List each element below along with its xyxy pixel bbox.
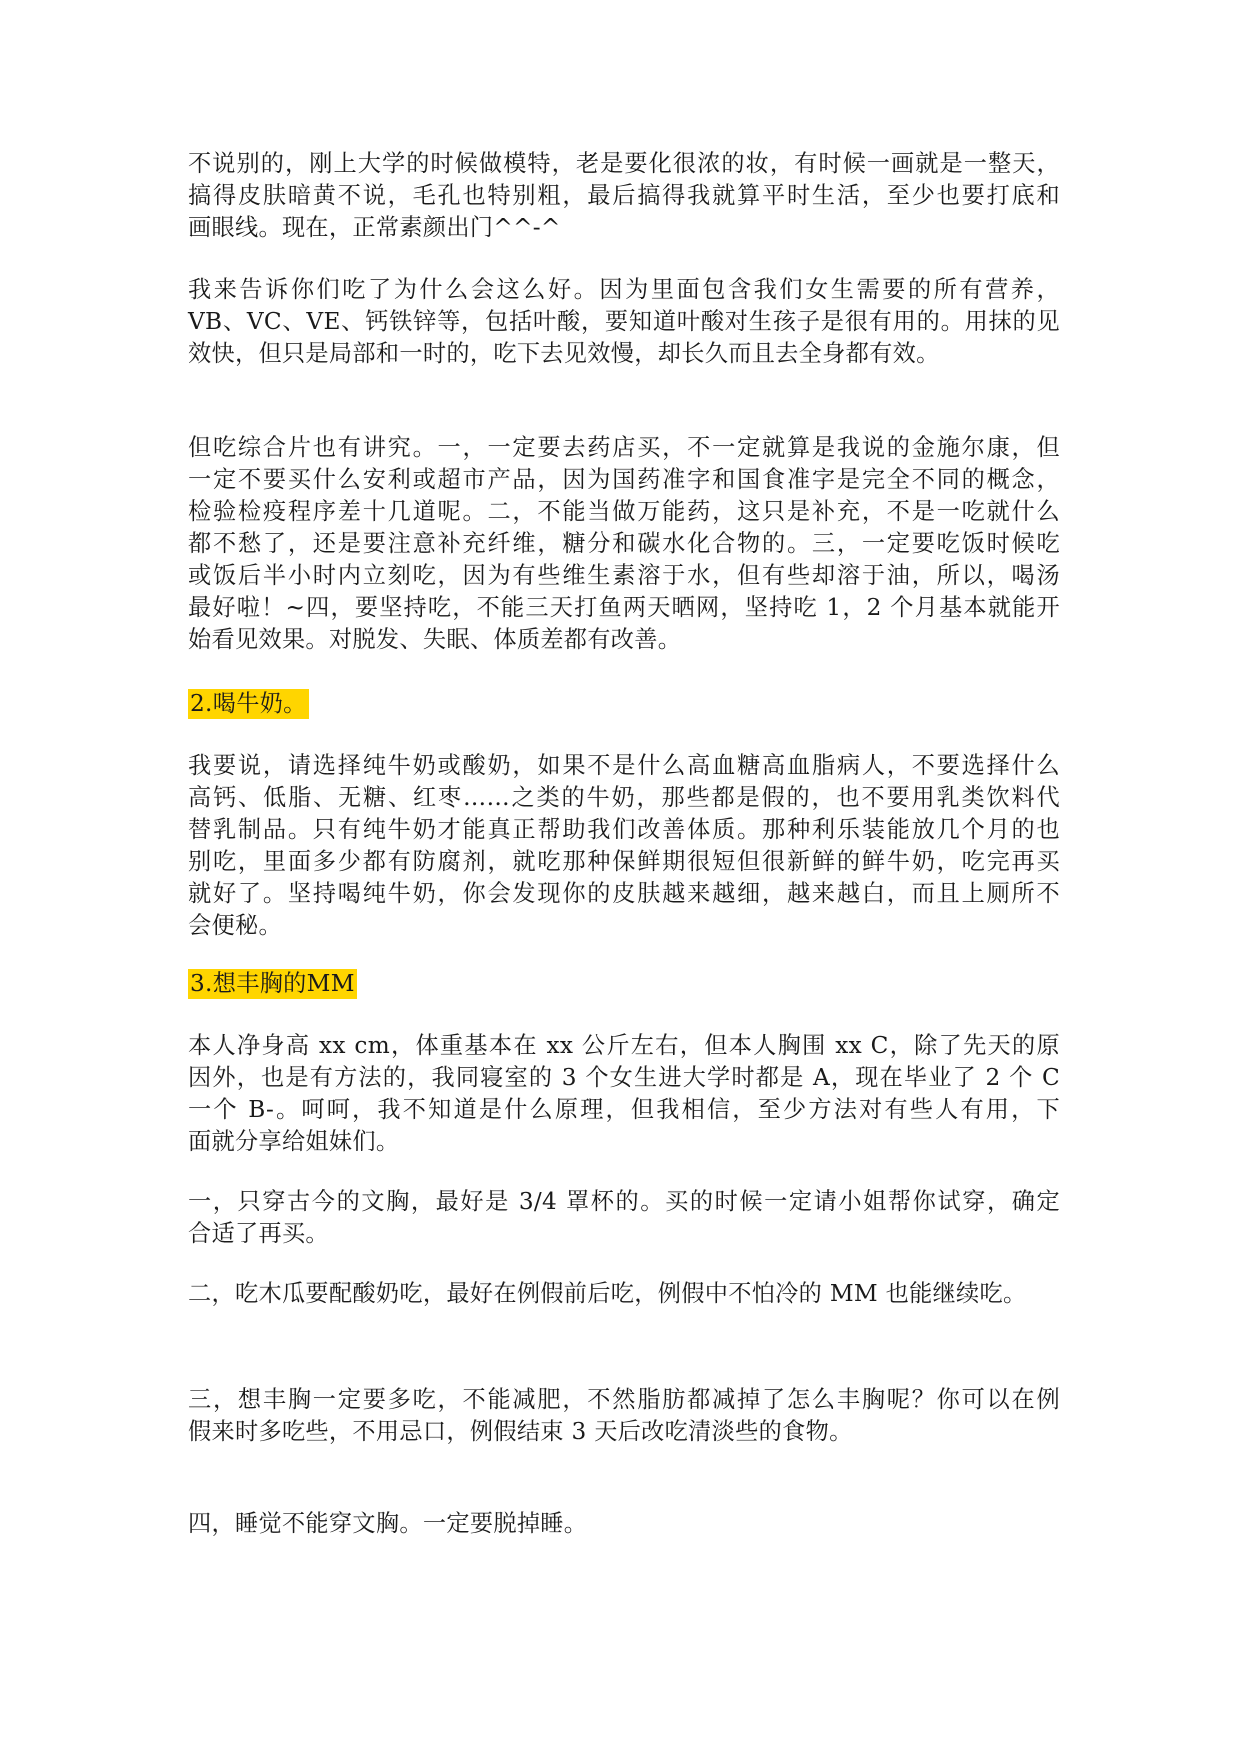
text-line: 就好了。坚持喝纯牛奶，你会发现你的皮肤越来越细，越来越白，而且上厕所不 [188,880,1060,907]
paragraph-tip-four [188,1508,1060,1540]
text-line: 画眼线。现在，正常素颜出门^^-^ [188,214,561,241]
text-line: 一定不要买什么安利或超市产品，因为国药准字和国食准字是完全不同的概念， [188,466,1060,493]
text-line: VB、VC、VE、钙铁锌等，包括叶酸，要知道叶酸对生孩子是很有用的。用抹的见 [188,308,1060,335]
text-line: 效快，但只是局部和一时的，吃下去见效慢，却长久而且去全身都有效。 [188,340,940,367]
text-line: 检验检疫程序差十几道呢。二，不能当做万能药，这只是补充，不是一吃就什么 [188,498,1060,525]
text-line: 搞得皮肤暗黄不说，毛孔也特别粗，最后搞得我就算平时生活，至少也要打底和 [188,182,1060,209]
text-line: 别吃，里面多少都有防腐剂，就吃那种保鲜期很短但很新鲜的鲜牛奶，吃完再买 [188,848,1060,875]
text-line: 一，只穿古今的文胸，最好是 3/4 罩杯的。买的时候一定请小姐帮你试穿，确定 [188,1188,1060,1215]
highlighted-heading: 2.喝牛奶。 [190,690,307,717]
paragraph-makeup-story [188,148,1060,244]
text-line: 一个 B-。呵呵，我不知道是什么原理，但我相信，至少方法对有些人有用，下 [188,1096,1060,1123]
paragraph-tip-one [188,1186,1060,1250]
paragraph-tip-three [188,1384,1060,1448]
text-line: 最好啦！~四，要坚持吃，不能三天打鱼两天晒网，坚持吃 1，2 个月基本就能开 [188,594,1060,621]
text-line: 始看见效果。对脱发、失眠、体质差都有改善。 [188,626,682,653]
text-line: 高钙、低脂、无糖、红枣……之类的牛奶，那些都是假的，也不要用乳类饮料代 [188,784,1060,811]
text-line: 四，睡觉不能穿文胸。一定要脱掉睡。 [188,1510,588,1537]
text-line: 因外，也是有方法的，我同寝室的 3 个女生进大学时都是 A，现在毕业了 2 个 C [188,1064,1060,1091]
text-line: 我要说，请选择纯牛奶或酸奶，如果不是什么高血糖高血脂病人，不要选择什么 [188,752,1060,779]
text-line: 本人净身高 xx cm，体重基本在 xx 公斤左右，但本人胸围 xx C，除了先天的原 [188,1032,1060,1059]
text-line: 或饭后半小时内立刻吃，因为有些维生素溶于水，但有些却溶于油，所以，喝汤 [188,562,1060,589]
paragraph-milk [188,750,1060,942]
paragraph-nutrition [188,274,1060,370]
text-line: 替乳制品。只有纯牛奶才能真正帮助我们改善体质。那种利乐装能放几个月的也 [188,816,1060,843]
text-line: 但吃综合片也有讲究。一，一定要去药店买，不一定就算是我说的金施尔康，但 [188,434,1060,461]
text-line: 会便秘。 [188,912,282,939]
highlighted-heading: 3.想丰胸的MM [190,970,355,997]
section-heading-breast [188,968,1060,1000]
text-line: 不说别的，刚上大学的时候做模特，老是要化很浓的妆，有时候一画就是一整天， [188,150,1060,177]
text-line: 合适了再买。 [188,1220,329,1247]
paragraph-personal-info [188,1030,1060,1158]
paragraph-multivitamin-tips [188,432,1060,656]
text-line: 三，想丰胸一定要多吃，不能减肥，不然脂肪都减掉了怎么丰胸呢？你可以在例 [188,1386,1060,1413]
paragraph-tip-two [188,1278,1060,1310]
text-line: 我来告诉你们吃了为什么会这么好。因为里面包含我们女生需要的所有营养， [188,276,1060,303]
text-line: 二，吃木瓜要配酸奶吃，最好在例假前后吃，例假中不怕冷的 MM 也能继续吃。 [188,1280,1027,1307]
text-line: 都不愁了，还是要注意补充纤维，糖分和碳水化合物的。三，一定要吃饭时候吃 [188,530,1060,557]
section-heading-milk [188,688,1060,720]
text-line: 假来时多吃些，不用忌口，例假结束 3 天后改吃清淡些的食物。 [188,1418,853,1445]
text-line: 面就分享给姐妹们。 [188,1128,400,1155]
